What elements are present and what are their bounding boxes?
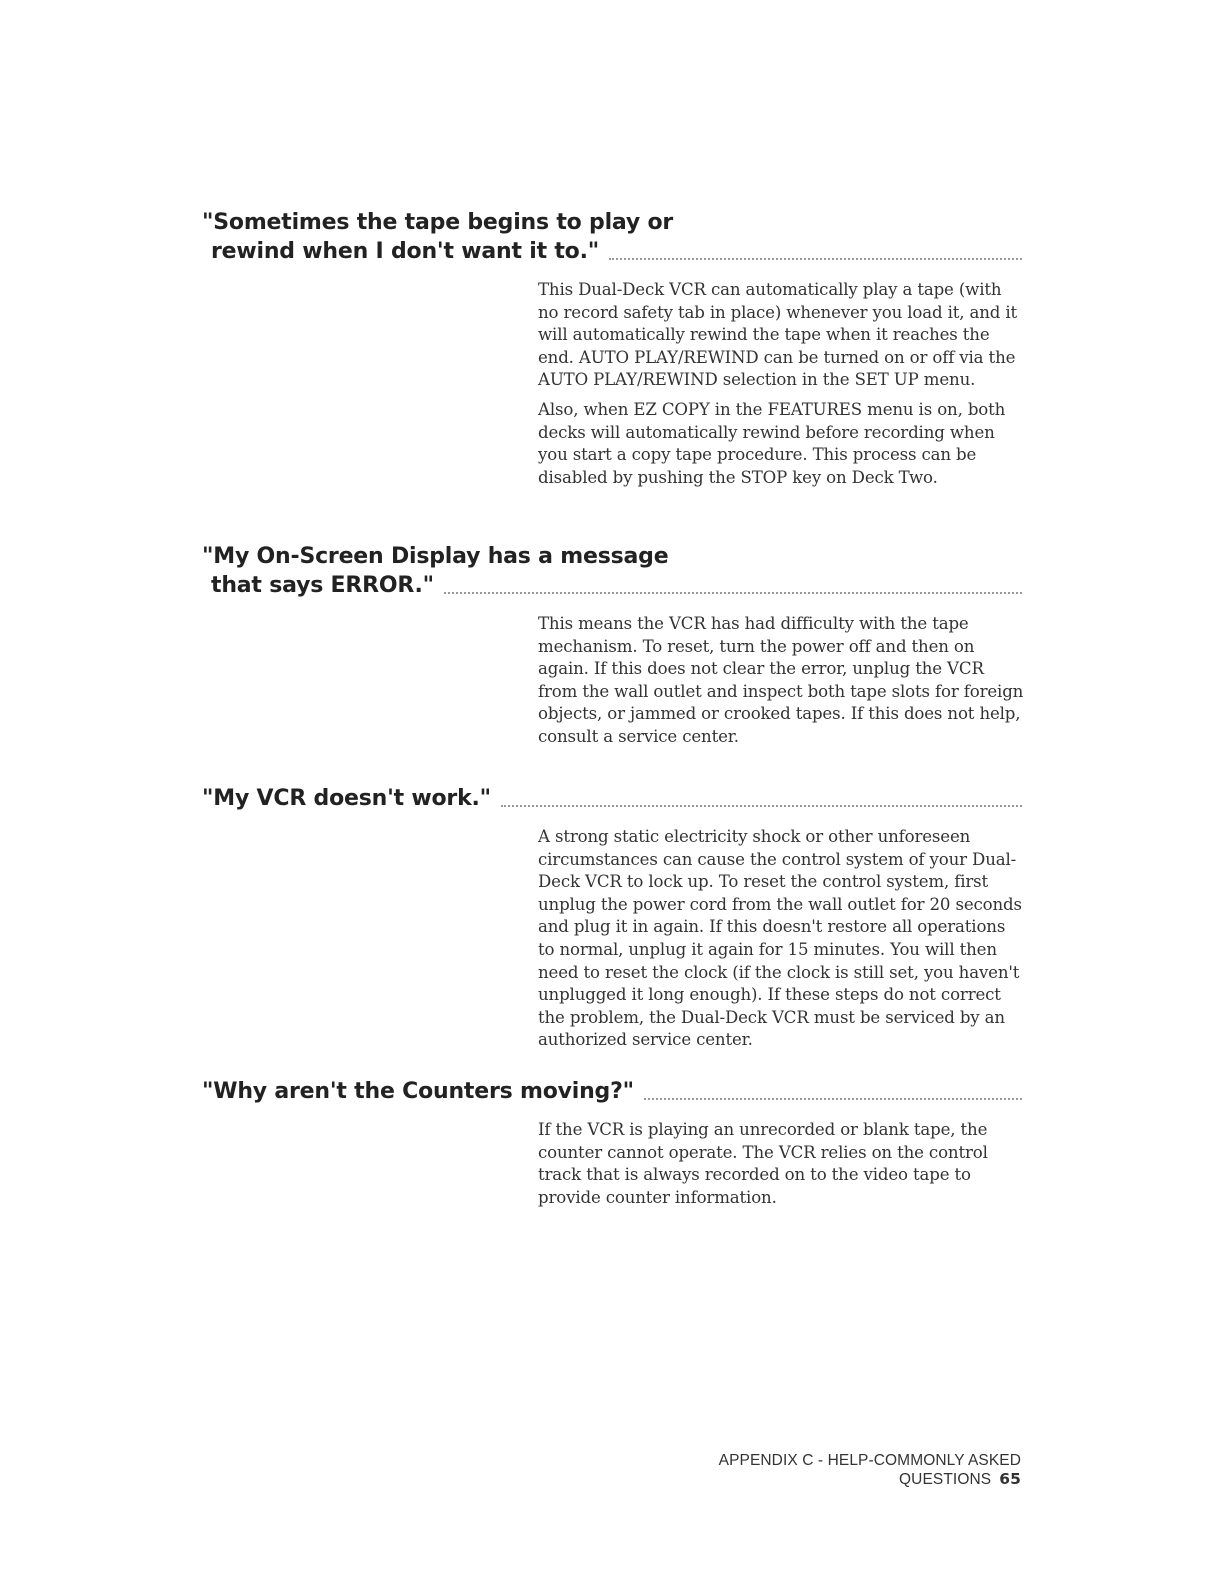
heading-text: "Why aren't the Counters moving?" xyxy=(202,1079,634,1104)
section-body xyxy=(538,1119,1024,1209)
footer-label: APPENDIX C - HELP-COMMONLY ASKED QUESTIONS xyxy=(718,1452,1021,1488)
page-number: 65 xyxy=(999,1470,1021,1488)
dotted-leader xyxy=(644,1098,1022,1100)
heading-line-1: "Sometimes the tape begins to play or xyxy=(202,210,674,235)
faq-section-vcr-not-working xyxy=(202,784,1022,1059)
section-body xyxy=(538,613,1024,749)
faq-section-tape-autoplay xyxy=(202,208,1022,496)
section-body xyxy=(538,826,1024,1052)
paragraph: This Dual-Deck VCR can automatically play a tape (with no record safety tab in place) whenever you load it, and it will automatically rewind the tape when it reaches the end. AUTO PLAY/REWIND can be turned on or off via the AUTO PLAY/REWIND selection in the SET UP menu. xyxy=(538,280,1018,390)
dotted-leader xyxy=(609,258,1022,260)
section-heading xyxy=(202,542,1022,600)
section-heading xyxy=(202,1077,1022,1106)
faq-section-counters xyxy=(202,1077,1022,1216)
page-footer xyxy=(620,1452,1021,1489)
paragraph: A strong static electricity shock or other unforeseen circumstances can cause the control system of your Dual-Deck VCR to lock up. To reset the control system, first unplug the power cord from the wall outlet for 20 seconds and plug it in again. If this doesn't restore all operations to normal, unplug it again for 15 minutes. You will then need to reset the clock (if the clock is still set, you haven't unplugged it long enough). If these steps do not correct the problem, the Dual-Deck VCR must be serviced by an authorized service center. xyxy=(538,827,1022,1050)
dotted-leader xyxy=(501,805,1022,807)
dotted-leader xyxy=(444,592,1022,594)
paragraph: If the VCR is playing an unrecorded or blank tape, the counter cannot operate. The VCR relies on the control track that is always recorded on to the video tape to provide counter information. xyxy=(538,1120,988,1207)
section-heading xyxy=(202,784,1022,813)
heading-line-1: "My On-Screen Display has a message xyxy=(202,544,669,569)
faq-section-error-message xyxy=(202,542,1022,756)
heading-text: "My VCR doesn't work." xyxy=(202,786,491,811)
paragraph: This means the VCR has had difficulty with the tape mechanism. To reset, turn the power off and then on again. If this does not clear the error, unplug the VCR from the wall outlet and inspect both tape slots for foreign objects, or jammed or crooked tapes. If this does not help, consult a service center. xyxy=(538,614,1024,746)
paragraph: Also, when EZ COPY in the FEATURES menu is on, both decks will automatically rewind before recording when you start a copy tape procedure. This process can be disabled by pushing the STOP key on Deck Two. xyxy=(538,399,1006,487)
section-body xyxy=(538,279,1024,489)
heading-line-2: that says ERROR." xyxy=(211,573,434,598)
heading-line-2: rewind when I don't want it to." xyxy=(211,239,599,264)
section-heading xyxy=(202,208,1022,266)
